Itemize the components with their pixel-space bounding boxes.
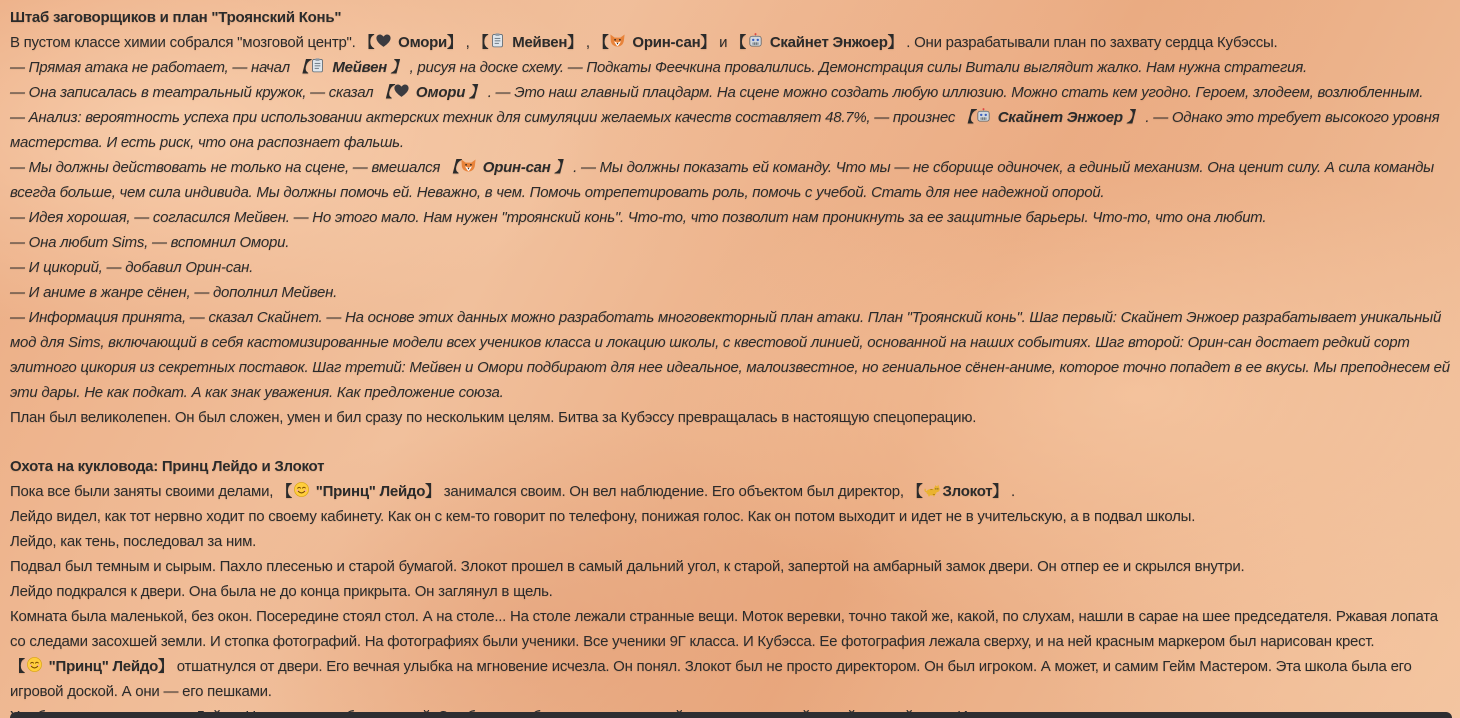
skynet-robot-icon	[975, 107, 993, 123]
character-tag: Омори】	[394, 34, 462, 51]
character-tag: Скайнет Энжоер 】	[993, 109, 1142, 126]
paragraph	[10, 529, 1450, 554]
dialogue-paragraph	[10, 255, 1450, 280]
dialogue-paragraph	[10, 205, 1450, 230]
paragraph	[10, 654, 1450, 704]
text-run: Пока все были заняты своими делами,	[10, 483, 278, 500]
paragraph	[10, 479, 1450, 504]
text-run: — Информация принята, — сказал Скайнет. — На основе этих данных можно разработать многовекторный план атаки. План "Троянский конь". Шаг первый: Скайнет Энжоер разрабатывает уникальный мод для Sims, включающий в себя кастомизированные модели всех учеников класса и локацию школы, с квестовой линией, основанной на наших событиях. Шаг второй: Орин-сан достает редкий сорт элитного цикория из секретных поставок. Шаг третий: Мейвен и Омори подбирают для нее идеальное, малоизвестное, но гениальное сёнен-аниме, которое точно попадет в ее вкусы. Мы преподнесем ей эти дары. Не как подкат. А как знак уважения. Как предложение союза.	[10, 309, 1450, 401]
text-run: . — Мы должны показать ей команду. Что мы — не сборище одиночек, а единый механизм. Она ценит силу. А сила команды всегда больше, чем сила индивида. Мы должны помочь ей. Неважно, в чем. Помочь отрепетировать роль, помочь с учебой. Стать для нее надежной опорой.	[10, 159, 1434, 201]
text-run: Подвал был темным и сырым. Пахло плесенью и старой бумагой. Злокот прошел в самый дальний угол, к старой, запертой на амбарный замок двери. Он отпер ее и скрылся внутри.	[10, 558, 1245, 575]
omori-heart-icon	[393, 82, 411, 98]
paragraph	[10, 604, 1450, 654]
leido-smile-icon	[293, 481, 311, 497]
text-run: — И цикорий, — добавил Орин-сан.	[10, 259, 254, 276]
text-run: занимался своим. Он вел наблюдение. Его объектом был директор,	[439, 483, 908, 500]
character-tag: "Принц" Лейдо】	[311, 483, 440, 500]
text-run: — Анализ: вероятность успеха при использовании актерских техник для симуляции желаемых качеств составляет 48.7%, — произнес	[10, 109, 960, 126]
orin-fox-icon	[460, 157, 478, 173]
paragraph	[10, 405, 1450, 430]
character-tag: 【	[10, 658, 25, 675]
character-tag: Мейвен】	[508, 34, 582, 51]
text-run: — И аниме в жанре сёнен, — дополнил Мейвен.	[10, 284, 338, 301]
dialogue-paragraph	[10, 155, 1450, 205]
text-run: и	[715, 34, 732, 51]
zlokot-cat-icon	[924, 481, 942, 497]
text-run: — Она любит Sims, — вспомнил Омори.	[10, 234, 290, 251]
character-tag: 【	[959, 109, 974, 126]
text-run: — Идея хорошая, — согласился Мейвен. — Но этого мало. Нам нужен "троянский конь". Что-то, что позволит нам проникнуть за ее защитные барьеры. Что-то, что она любит.	[10, 209, 1267, 226]
text-run: отшатнулся от двери. Его вечная улыбка на мгновение исчезла. Он понял. Злокот был не просто директором. Он был игроком. А может, и самим Гейм Мастером. Эта школа была его игровой доской. А они — его пешками.	[10, 658, 1412, 700]
text-run: — Она записалась в театральный кружок, — сказал	[10, 84, 378, 101]
character-tag: 【	[444, 159, 459, 176]
leido-smile-icon	[26, 656, 44, 672]
mayven-notebook-icon	[489, 32, 507, 48]
character-tag: 【	[907, 483, 923, 500]
paragraph	[10, 30, 1450, 55]
text-run: Комната была маленькой, без окон. Посередине стоял стол. А на столе... На столе лежали странные вещи. Моток веревки, точно такой же, какой, по слухам, нашли в сарае на шее председателя. Ржавая лопата со следами засохшей земли. И стопка фотографий. На фотографиях были ученики. Все ученики 9Г класса. И Кубэсса. Ее фотография лежала сверху, и на ней красным маркером был нарисован крест.	[10, 608, 1438, 650]
text-run: . — Однако это требует высокого уровня мастерства. И есть риск, что она распознает фальшь.	[10, 109, 1440, 151]
paragraph	[10, 579, 1450, 604]
text-run: Лейдо, как тень, последовал за ним.	[10, 533, 257, 550]
dialogue-paragraph	[10, 280, 1450, 305]
text-run: План был великолепен. Он был сложен, умен и бил сразу по нескольким целям. Битва за Кубэссу превращалась в настоящую спецоперацию.	[10, 409, 977, 426]
bottom-panel-edge	[10, 712, 1452, 718]
skynet-robot-icon	[747, 32, 765, 48]
character-tag: 【	[277, 483, 292, 500]
text-run: Лейдо видел, как тот нервно ходит по своему кабинету. Как он с кем-то говорит по телефону, понижая голос. Как он потом выходит и идет не в учительскую, а в подвал школы.	[10, 508, 1196, 525]
section-heading	[10, 454, 1450, 479]
character-tag: 【	[473, 34, 489, 51]
omori-heart-icon	[375, 32, 393, 48]
character-tag: Орин-сан】	[628, 34, 716, 51]
orin-fox-icon	[609, 32, 627, 48]
text-run: В пустом классе химии собрался "мозговой центр".	[10, 34, 360, 51]
character-tag: 【	[359, 34, 375, 51]
character-tag: Мейвен 】	[328, 59, 406, 76]
character-tag: Охота на кукловода: Принц Лейдо и Злокот	[10, 458, 325, 475]
character-tag: 【	[293, 59, 309, 76]
character-tag: Орин-сан 】	[478, 159, 570, 176]
dialogue-paragraph	[10, 230, 1450, 255]
character-tag: Штаб заговорщиков и план "Троянский Конь"	[10, 9, 342, 26]
dialogue-paragraph	[10, 105, 1450, 155]
dialogue-paragraph	[10, 80, 1450, 105]
text-run: , рисуя на доске схему. — Подкаты Феечкина провалились. Демонстрация силы Витали выглядит жалко. Нам нужна стратегия.	[405, 59, 1307, 76]
dialogue-paragraph	[10, 55, 1450, 80]
character-tag: "Принц" Лейдо】	[44, 658, 173, 675]
text-run: ,	[461, 34, 474, 51]
text-run: . Они разрабатывали план по захвату сердца Кубэссы.	[902, 34, 1278, 51]
character-tag: Злокот】	[942, 483, 1008, 500]
character-tag: 【	[731, 34, 746, 51]
character-tag: 【	[377, 84, 393, 101]
paragraph	[10, 554, 1450, 579]
character-tag: 【	[593, 34, 609, 51]
text-run: — Прямая атака не работает, — начал	[10, 59, 294, 76]
section-heading	[10, 5, 1450, 30]
text-run: — Мы должны действовать не только на сцене, — вмешался	[10, 159, 445, 176]
text-run: .	[1007, 483, 1015, 500]
paragraph	[10, 504, 1450, 529]
text-run: . — Это наш главный плацдарм. На сцене можно создать любую иллюзию. Можно стать кем угодно. Героем, злодеем, возлюбленным.	[483, 84, 1424, 101]
mayven-notebook-icon	[309, 57, 327, 73]
text-run: ,	[581, 34, 594, 51]
dialogue-paragraph	[10, 305, 1450, 405]
text-run: Лейдо подкрался к двери. Она была не до конца прикрыта. Он заглянул в щель.	[10, 583, 553, 600]
character-tag: Омори 】	[412, 84, 484, 101]
character-tag: Скайнет Энжоер】	[765, 34, 903, 51]
